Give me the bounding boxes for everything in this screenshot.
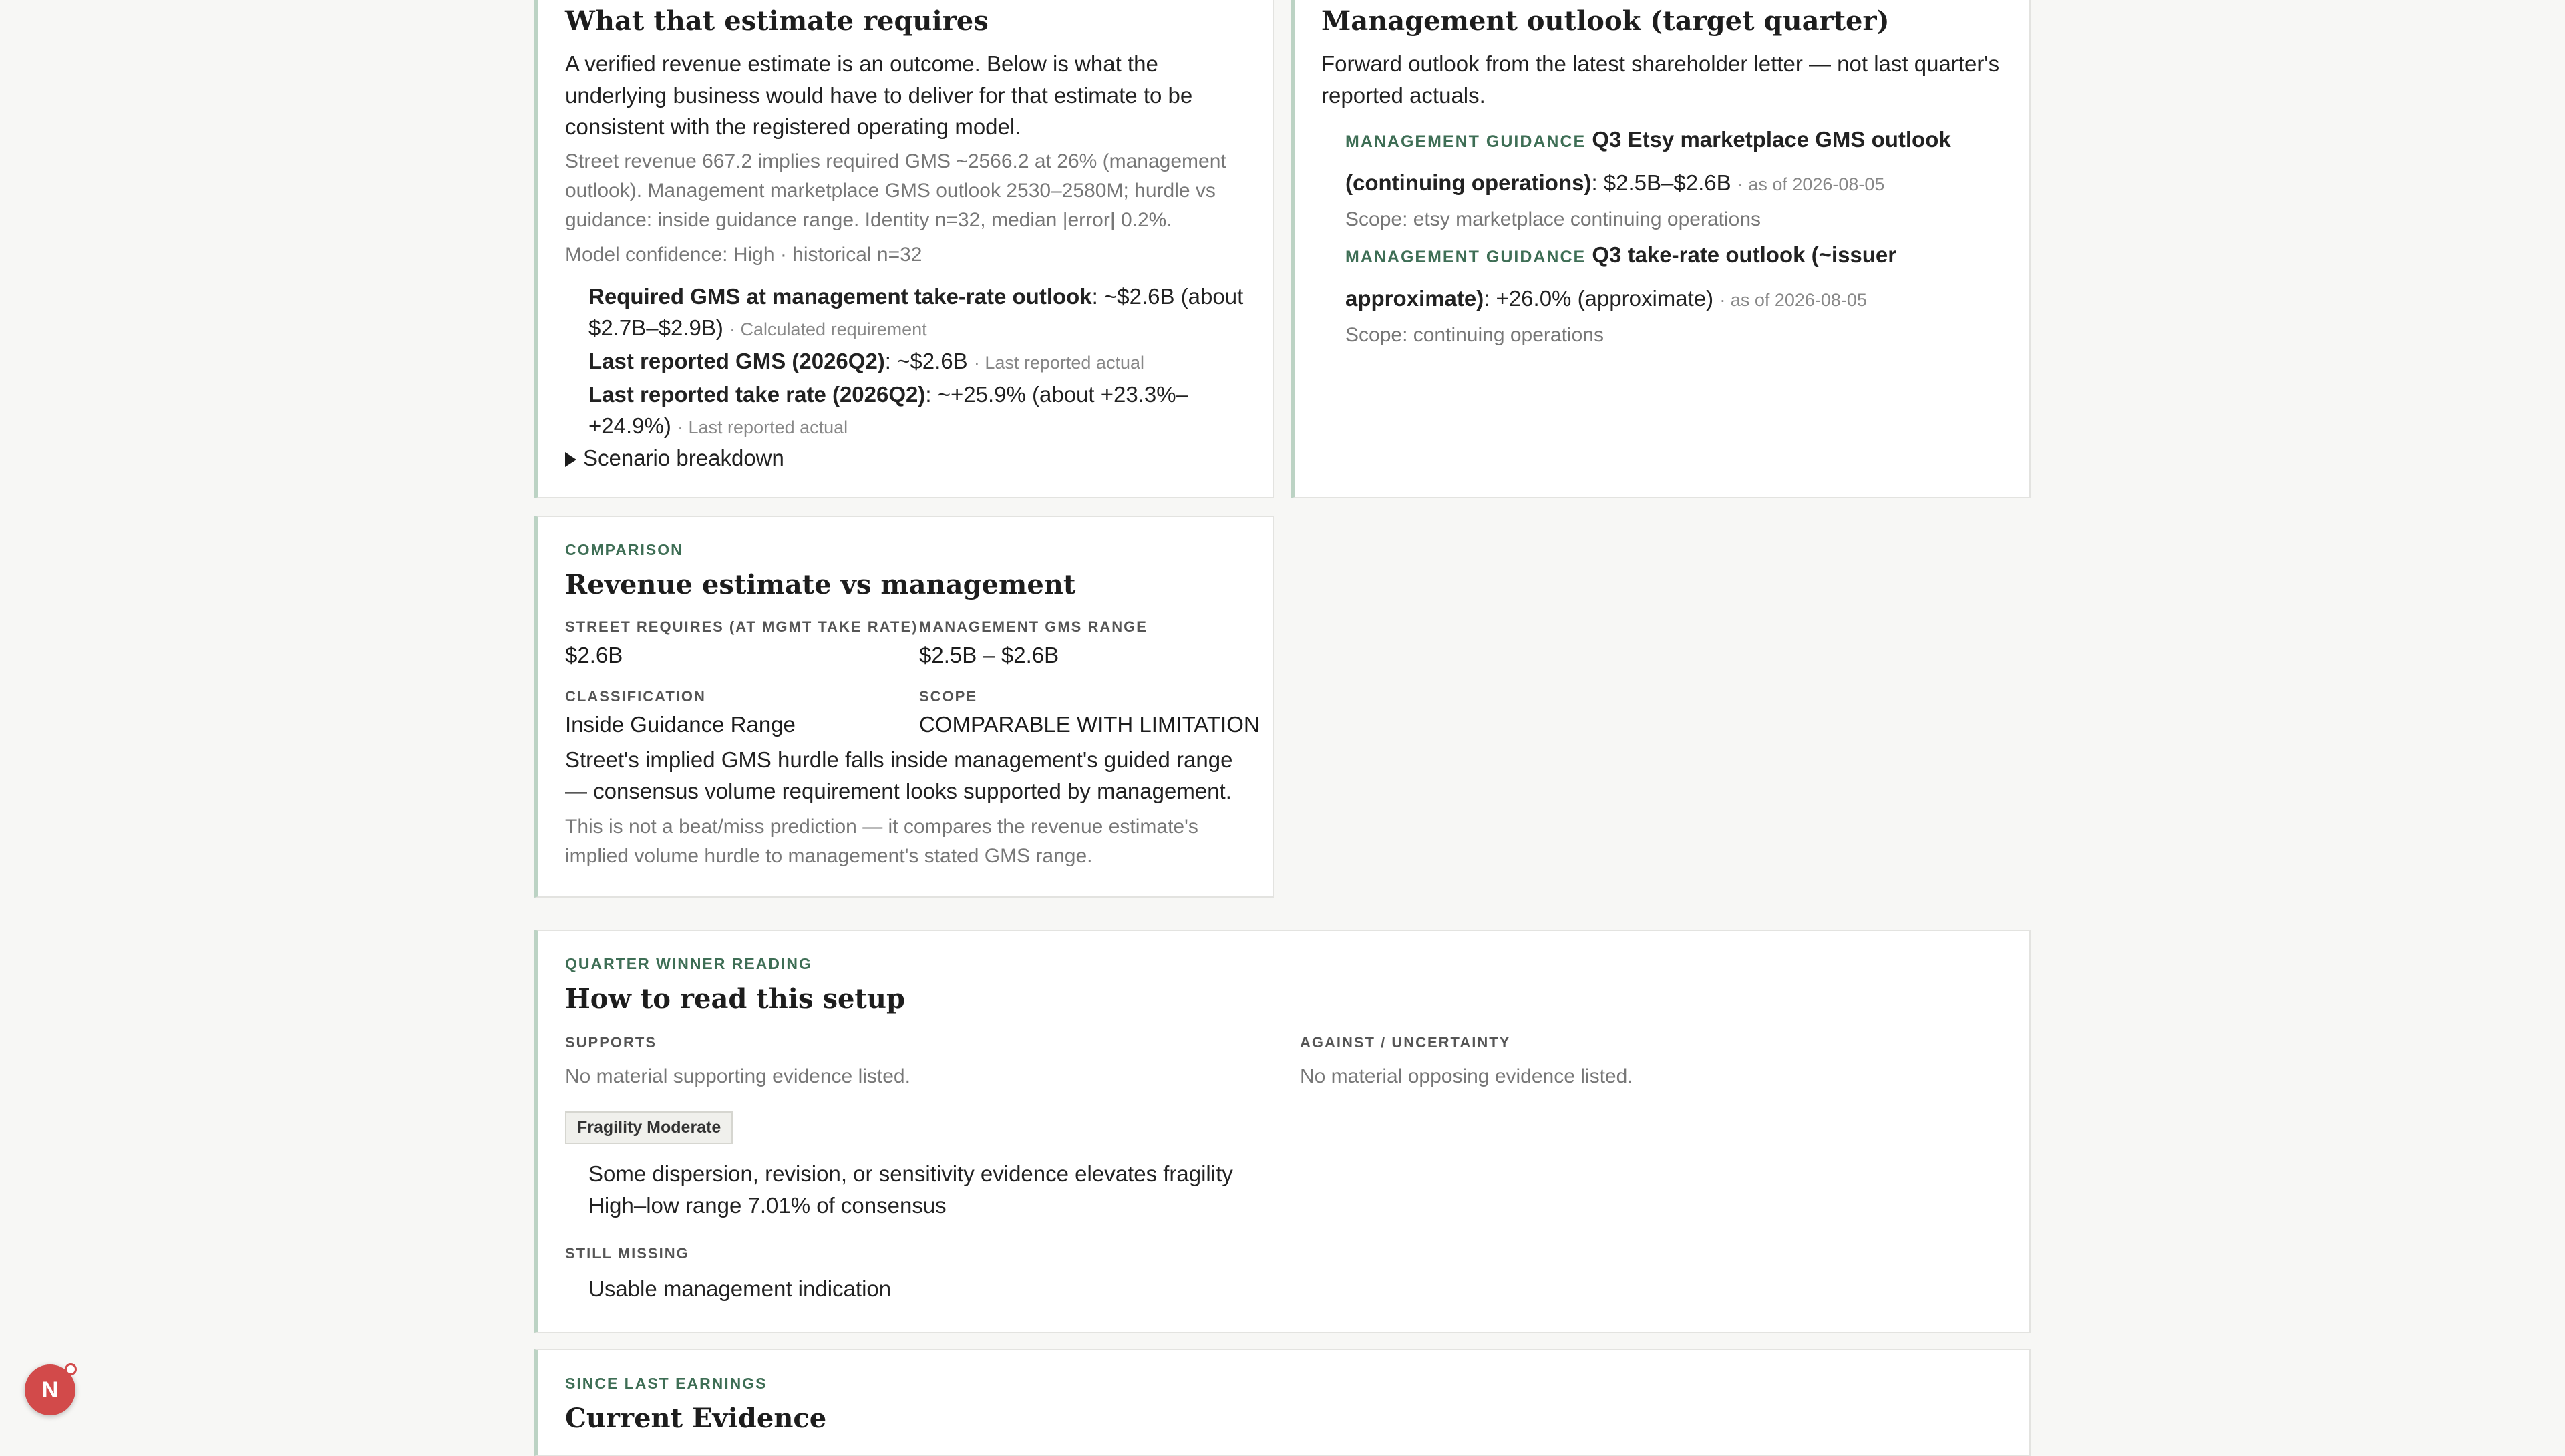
reading-title: How to read this setup <box>565 983 905 1015</box>
requirement-list <box>588 281 1256 443</box>
fragility-item: Some dispersion, revision, or sensitivity evidence elevates fragility <box>588 1161 1233 1186</box>
management-range-label: MANAGEMENT GMS RANGE <box>919 618 1148 635</box>
evidence-eyebrow: SINCE LAST EARNINGS <box>565 1375 767 1392</box>
comparison-title: Revenue estimate vs management <box>565 569 1076 600</box>
outlook-card <box>1291 0 2031 498</box>
avatar-letter: N <box>41 1377 59 1403</box>
assistant-avatar-button[interactable] <box>25 1364 75 1415</box>
fragility-list <box>588 1158 1283 1221</box>
supports-text: No material supporting evidence listed. <box>565 1065 910 1087</box>
comparison-card <box>534 516 1274 898</box>
requires-note: Street revenue 667.2 implies required GMS ~2566.2 at 26% (management outlook). Management marketplace GMS outlook 2530–2580M; hurdle vs guidance: inside guidance range. Identity n=32, median |error| 0.2%. <box>565 150 1226 231</box>
comparison-disclaimer: This is not a beat/miss prediction — it compares the revenue estimate's implied volume hurdle to management's stated GMS range. <box>565 815 1198 867</box>
outlook-intro: Forward outlook from the latest shareholder letter — not last quarter's reported actuals. <box>1321 51 2000 108</box>
management-range-value: $2.5B – $2.6B <box>919 643 1059 667</box>
street-requires-value: $2.6B <box>565 643 623 667</box>
comparison-summary: Street's implied GMS hurdle falls inside management's guided range — consensus volume requirement looks supported by management. <box>565 747 1233 803</box>
fragility-item: High–low range 7.01% of consensus <box>588 1193 947 1218</box>
still-missing-item: Usable management indication <box>588 1276 892 1301</box>
requirement-item: Last reported take rate (2026Q2): ~+25.9% (about +23.3%–+24.9%) · Last reported actual <box>588 382 1188 438</box>
disclosure-triangle-icon <box>565 452 576 467</box>
guidance-item: MANAGEMENT GUIDANCE Q3 take-rate outlook (~issuer approximate): +26.0% (approximate) · as of 2026-08-05 Scope: continuing operations <box>1345 234 1987 350</box>
scope-value: COMPARABLE WITH LIMITATION <box>919 712 1260 737</box>
scope-label: SCOPE <box>919 688 978 705</box>
supports-label: SUPPORTS <box>565 1034 657 1051</box>
against-label: AGAINST / UNCERTAINTY <box>1300 1034 1511 1051</box>
guidance-scope: Scope: etsy marketplace continuing operations <box>1345 208 1761 230</box>
requires-intro: A verified revenue estimate is an outcome. Below is what the underlying business would have to deliver for that estimate to be consistent with the registered operating model. <box>565 51 1193 139</box>
fragility-badge: Fragility Moderate <box>565 1111 733 1144</box>
guidance-item: MANAGEMENT GUIDANCE Q3 Etsy marketplace GMS outlook (continuing operations): $2.5B–$2.6B · as of 2026-08-05 Scope: etsy marketplace continuing operations <box>1345 119 1987 234</box>
requires-card <box>534 0 1274 498</box>
outlook-title: Management outlook (target quarter) <box>1321 5 1890 37</box>
notification-dot-icon <box>65 1363 77 1375</box>
evidence-title: Current Evidence <box>565 1403 827 1434</box>
street-requires-label: STREET REQUIRES (AT MGMT TAKE RATE) <box>565 618 918 635</box>
guidance-list <box>1345 119 1987 350</box>
scenario-breakdown-toggle[interactable]: Scenario breakdown <box>565 442 784 474</box>
classification-label: CLASSIFICATION <box>565 688 706 705</box>
reading-card <box>534 930 2031 1333</box>
requirement-item: Required GMS at management take-rate outlook: ~$2.6B (about $2.7B–$2.9B) · Calculated requirement <box>588 284 1244 340</box>
still-missing-label: STILL MISSING <box>565 1245 689 1262</box>
requires-confidence: Model confidence: High · historical n=32 <box>565 244 922 266</box>
classification-value: Inside Guidance Range <box>565 712 796 737</box>
against-text: No material opposing evidence listed. <box>1300 1065 1633 1087</box>
guidance-scope: Scope: continuing operations <box>1345 324 1604 346</box>
requires-title: What that estimate requires <box>565 5 989 37</box>
evidence-card <box>534 1349 2031 1456</box>
reading-eyebrow: QUARTER WINNER READING <box>565 955 812 972</box>
requirement-item: Last reported GMS (2026Q2): ~$2.6B · Last reported actual <box>588 349 1144 373</box>
comparison-eyebrow: COMPARISON <box>565 541 683 558</box>
